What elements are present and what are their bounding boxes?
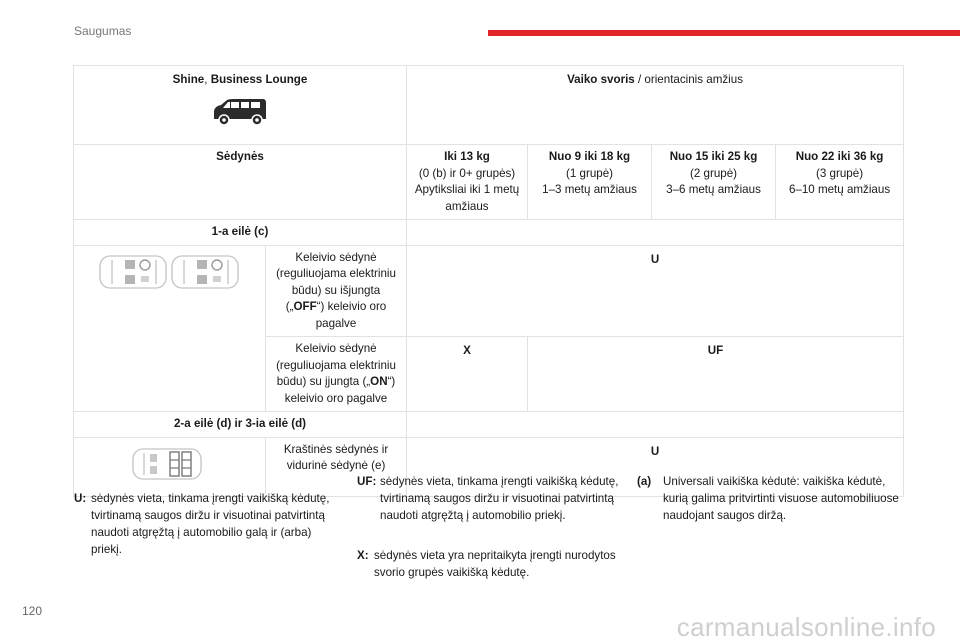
vehicle-version-cell <box>74 66 407 145</box>
passenger-off-text-a: Keleivio sėdynė (reguliuojama elektriniu būdu) su išjungta („ <box>276 250 396 313</box>
group-name: (3 grupė) <box>816 166 864 180</box>
row23-label: 2-a eilė (d) ir 3-ia eilė (d) <box>173 417 307 430</box>
header-row <box>74 66 904 145</box>
watermark: carmanualsonline.info <box>676 612 936 642</box>
airbag-off-label: OFF <box>293 300 317 313</box>
group-weight: Nuo 15 iki 25 kg <box>669 150 758 163</box>
group-age: 3–6 metų amžiaus <box>666 183 761 196</box>
group-weight: Nuo 22 iki 36 kg <box>795 150 884 163</box>
row1-label-cell <box>74 220 407 246</box>
section-title: Saugumas <box>74 24 132 38</box>
group-weight: Iki 13 kg <box>444 150 490 163</box>
passenger-on-description <box>266 337 407 412</box>
group-name: (1 grupė) <box>565 166 614 180</box>
legend-x <box>357 547 619 581</box>
rear-seats-diagram-icon <box>132 448 202 480</box>
group-age: 6–10 metų amžiaus <box>788 183 891 196</box>
seats-label-cell <box>74 145 407 220</box>
group-age: Apytiksliai iki 1 metų amžiaus <box>414 183 520 213</box>
row23-heading-row <box>74 412 904 438</box>
group-cell <box>776 145 904 220</box>
passenger-on-value-others: UF <box>528 337 904 412</box>
row1-heading-row <box>74 220 904 246</box>
version-separator: , <box>204 73 211 86</box>
passenger-off-text-b: “) keleivio oro pagalve <box>315 300 387 330</box>
rear-seats-value: U <box>407 437 904 496</box>
weight-header-bold: Vaiko svoris <box>567 73 635 86</box>
front-seat-diagram-cell <box>74 245 266 412</box>
seats-label: Sėdynės <box>216 150 264 163</box>
group-cell <box>407 145 528 220</box>
passenger-off-value: U <box>407 245 904 337</box>
group-name: (0 (b) ir 0+ grupės) <box>418 166 516 180</box>
row23-label-cell <box>74 412 407 438</box>
legend-text: sėdynės vieta, tinkama įrengti vaikišką kėdutę, tvirtinamą saugos diržu ir visuotinai patvirtintą naudoti atgręžtą į automobilio priekį. <box>380 475 619 522</box>
passenger-on-value-group0: X <box>407 337 528 412</box>
legend-key: X: <box>357 549 369 562</box>
group-name: (2 grupė) <box>689 166 738 180</box>
empty-cell <box>407 220 904 246</box>
legend-uf <box>357 473 619 524</box>
row1-label: 1-a eilė (c) <box>211 225 269 238</box>
weight-header-cell <box>407 66 904 145</box>
legend-text: sėdynės vieta yra nepritaikyta įrengti nurodytos svorio grupės vaikišką kėdutę. <box>374 549 616 579</box>
legend-key: U: <box>74 492 87 505</box>
groups-row <box>74 145 904 220</box>
group-cell <box>528 145 652 220</box>
legend-key: (a) <box>637 475 652 488</box>
legend-text: sėdynės vieta, tinkama įrengti vaikišką kėdutę, tvirtinamą saugos diržu ir visuotinai patvirtintą naudoti atgręžtą į automobilio galą ir (arba) priekį. <box>91 492 330 556</box>
legend-text: Universali vaikiška kėdutė: vaikiška kėdutė, kurią galima pritvirtinti visuose automobiliuose naudojant saugos diržą. <box>663 475 899 522</box>
rear-seat-diagram-cell <box>74 437 266 496</box>
van-side-icon <box>211 97 269 127</box>
rear-seats-description: Kraštinės sėdynės ir vidurinė sėdynė (e) <box>266 437 407 496</box>
page-number: 120 <box>22 604 43 618</box>
child-seat-table <box>73 65 904 497</box>
legend-u <box>74 490 340 558</box>
section-accent-bar <box>488 30 960 36</box>
passenger-on-text-b: “) keleivio oro pagalve <box>284 375 396 405</box>
group-age: 1–3 metų amžiaus <box>542 183 637 196</box>
passenger-on-text-a: Keleivio sėdynė (reguliuojama elektriniu būdu) su įjungta („ <box>276 342 396 388</box>
airbag-on-label: ON <box>370 375 388 388</box>
version-name-shine: Shine <box>172 73 205 86</box>
legend-key: UF: <box>357 475 377 488</box>
group-weight: Nuo 9 iki 18 kg <box>548 150 631 163</box>
version-name-business: Business Lounge <box>210 73 308 86</box>
group-cell <box>652 145 776 220</box>
passenger-off-description <box>266 245 407 337</box>
weight-header-rest: / orientacinis amžius <box>634 73 743 86</box>
passenger-off-row <box>74 245 904 337</box>
front-seat-diagram-icon <box>99 254 241 290</box>
legend-a <box>637 473 903 524</box>
empty-cell <box>407 412 904 438</box>
